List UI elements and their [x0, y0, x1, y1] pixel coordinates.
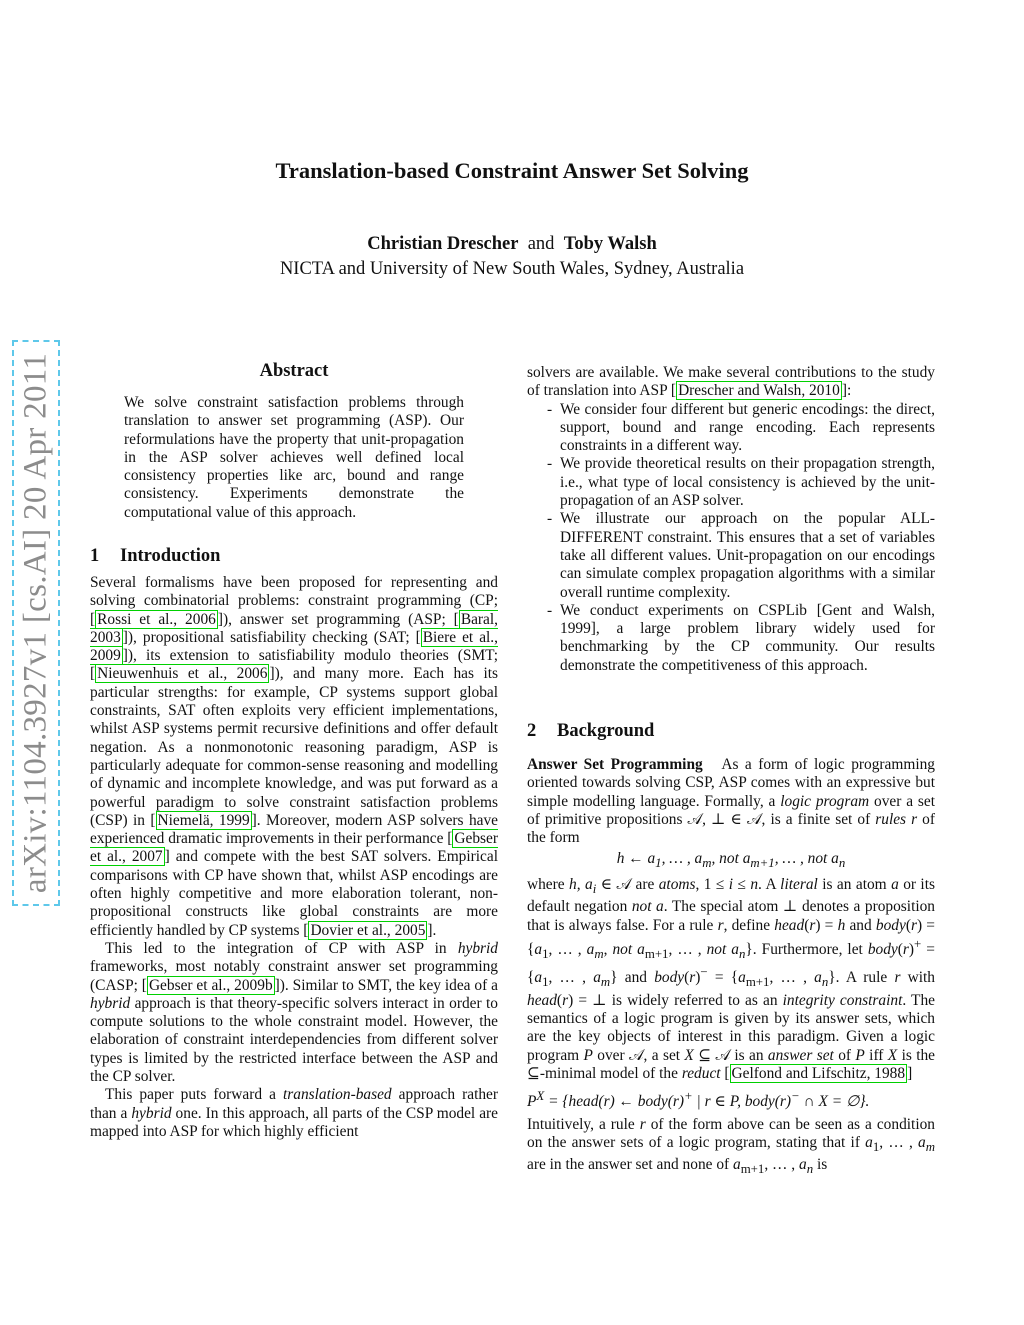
citation-link[interactable]: Biere et al., 2009	[90, 628, 498, 665]
reduct-formula: $P^X$ = {head(r) ← body(r)+ | r ∈ P, body(r)− ∩ X = ∅}.	[527, 1089, 870, 1111]
citation-link[interactable]: Baral, 2003	[90, 610, 498, 646]
rule-formula: h ← $a_1$, … , $a_m$, not $a_{m+1}$, … , not $a_n$	[616, 850, 846, 871]
section-number: 1	[90, 546, 100, 566]
bullet-dash: -	[547, 455, 553, 473]
arxiv-stamp-text: arXiv:1104.3927v1 [cs.AI] 20 Apr 2011	[17, 352, 54, 894]
contribution-text: We consider four different but generic encodings: the direct, support, bound and range encoding. Each represents constraints in a different way.	[560, 400, 935, 455]
background-body	[527, 756, 935, 1179]
abstract-heading: Abstract	[259, 361, 329, 381]
intro-paragraph: Several formalisms have been proposed for representing and solving combinatorial problems: constraint programming (CP; [ Rossi et al., 2006 ]), answer set programming (ASP; [ Baral, 2003 ]), propositional satisfiability checking (SAT; [ Biere et al., 2009 ]), its extension to satisfiability modulo theories (SMT; [ Nieuwenhuis et al., 2006 ]), and many more. Each has its particular strengths: for example, CP systems support global constraints, SAT often exploits very efficient implementations, whilst ASP systems permit recursive definitions and offer default negation. As a nonmonotonic reasoning paradigm, ASP is particularly adequate for common-sense reasoning and modelling of dynamic and incomplete knowledge, and was put forward as a powerful paradigm to solve constraint satisfaction problems (CSP) in [ Niemelä, 1999 ]. Moreover, modern ASP solvers have experienced dramatic improvements in their performance [ Gebser et al., 2007 ] and compete with the best SAT solvers. Empirical comparisons with CP have shown that, whilst ASP encodings are often highly competitive and more elaboration tolerant, non-propositional constructs like global constraints are more efficiently handled by CP systems [ Dovier et al., 2005 ].	[90, 574, 498, 939]
background-paragraph: Answer Set Programming As a form of logic programming oriented towards solving CSP, ASP comes with an expressive but simple modelling language. Formally, a logic program over a set of primitive propositions 𝒜, ⊥ ∈ 𝒜, is a finite set of rules r of the form	[527, 756, 935, 847]
section-number: 2	[527, 721, 537, 741]
contribution-item	[527, 510, 935, 601]
section-background-heading	[527, 721, 654, 742]
citation-link[interactable]: Nieuwenhuis et al., 2006	[97, 665, 268, 683]
bullet-dash: -	[547, 510, 553, 528]
contribution-text: We provide theoretical results on their propagation strength, i.e., what type of local consistency is achieved by the unit-propagation of an ASP solver.	[560, 455, 935, 510]
intro-paragraph: This led to the integration of CP with ASP in hybrid frameworks, most notably constraint answer set programming (CASP; [ Gebser et al., 2009b ]). Similar to SMT, the key idea of a hybrid approach is that theory-specific solvers interact in order to compute solutions to the whole constraint model. However, the elaboration of constraint interdependencies from different solver types is limited by the restricted interface between the ASP and the CP solver.	[90, 939, 498, 1086]
section-introduction-heading	[90, 546, 220, 567]
contribution-item	[527, 602, 935, 675]
background-paragraph: Intuitively, a rule r of the form above can be seen as a condition on the answer sets of a logic program, stating that if $a_1$, … , $a_m$ are in the answer set and none of $a_{m+1}$, … , $a_n$ is	[527, 1115, 935, 1177]
contribution-item	[527, 455, 935, 510]
citation-link[interactable]: Rossi et al., 2006	[97, 610, 216, 628]
paper-title: Translation-based Constraint Answer Set Solving	[275, 158, 749, 183]
contribution-text: We illustrate our approach on the popular ALL-DIFFERENT constraint. This ensures that a set of variables take all different values. Unit-propagation on our encodings can simulate complex propagation algorithms with a similar overall runtime complexity.	[560, 510, 935, 601]
bullet-dash: -	[547, 400, 553, 418]
citation-link[interactable]: Gelfond and Lifschitz, 1988	[731, 1065, 906, 1083]
section-title: Background	[557, 721, 655, 741]
citation-link[interactable]: Gebser et al., 2007	[90, 830, 498, 866]
author-and: and	[527, 234, 555, 254]
citation-link[interactable]: Niemelä, 1999	[157, 811, 250, 829]
contributions-list	[527, 401, 935, 675]
right-column-top	[527, 364, 935, 675]
arxiv-stamp[interactable]	[12, 340, 60, 906]
author-line	[0, 234, 1024, 255]
section-title: Introduction	[120, 546, 221, 566]
author-walsh: Toby Walsh	[563, 234, 657, 254]
contribution-text: We conduct experiments on CSPLib [Gent and Walsh, 1999], a large problem library widely used for benchmarking by the CP community. Our results demonstrate the competitiveness of this approach.	[560, 601, 935, 674]
paragraph-heading: Answer Set Programming	[527, 756, 703, 773]
affiliation: NICTA and University of New South Wales, Sydney, Australia	[279, 259, 745, 279]
citation-link[interactable]: Gebser et al., 2009b	[148, 976, 273, 994]
citation-link[interactable]: Drescher and Walsh, 2010	[678, 382, 840, 400]
intro-paragraph: This paper puts forward a translation-based approach rather than a hybrid one. In this approach, all parts of the CSP model are mapped into ASP for which highly efficient	[90, 1086, 498, 1140]
bullet-dash: -	[547, 601, 553, 619]
introduction-body	[90, 574, 498, 1141]
contribution-item	[527, 401, 935, 456]
author-drescher: Christian Drescher	[367, 234, 519, 254]
background-paragraph: where h, $a_i$ ∈ 𝒜 are atoms, 1 ≤ i ≤ n. A literal is an atom a or its default negation not a. The special atom ⊥ denotes a proposition that is always false. For a rule r, define head(r) = h and body(r) = {$a_1$, … , $a_m$, not $a_{m+1}$, … , not $a_n$}. Furthermore, let body(r)+ = {$a_1$, … , $a_m$} and body(r)− = {$a_{m+1}$, … , $a_n$}. A rule r with head(r) = ⊥ is widely referred to as an integrity constraint. The semantics of a logic program is given by its answer sets, which are the key objects of interest in this paradigm. Given a logic program P over 𝒜, a set X ⊆ 𝒜 is an answer set of P iff X is the ⊆-minimal model of the reduct [ Gelfond and Lifschitz, 1988 ]	[527, 875, 936, 1083]
intro-continuation: solvers are available. We make several contributions to the study of translation into ASP [ Drescher and Walsh, 2010 ]:	[527, 364, 935, 400]
abstract-text: We solve constraint satisfaction problems through translation to answer set programming (ASP). Our reformulations have the property that unit-propagation in the ASP solver achieves well defined local consistency properties like arc, bound and range consistency. Experiments demonstrate the computational value of this approach.	[124, 394, 464, 521]
citation-link[interactable]: Dovier et al., 2005	[310, 921, 426, 939]
